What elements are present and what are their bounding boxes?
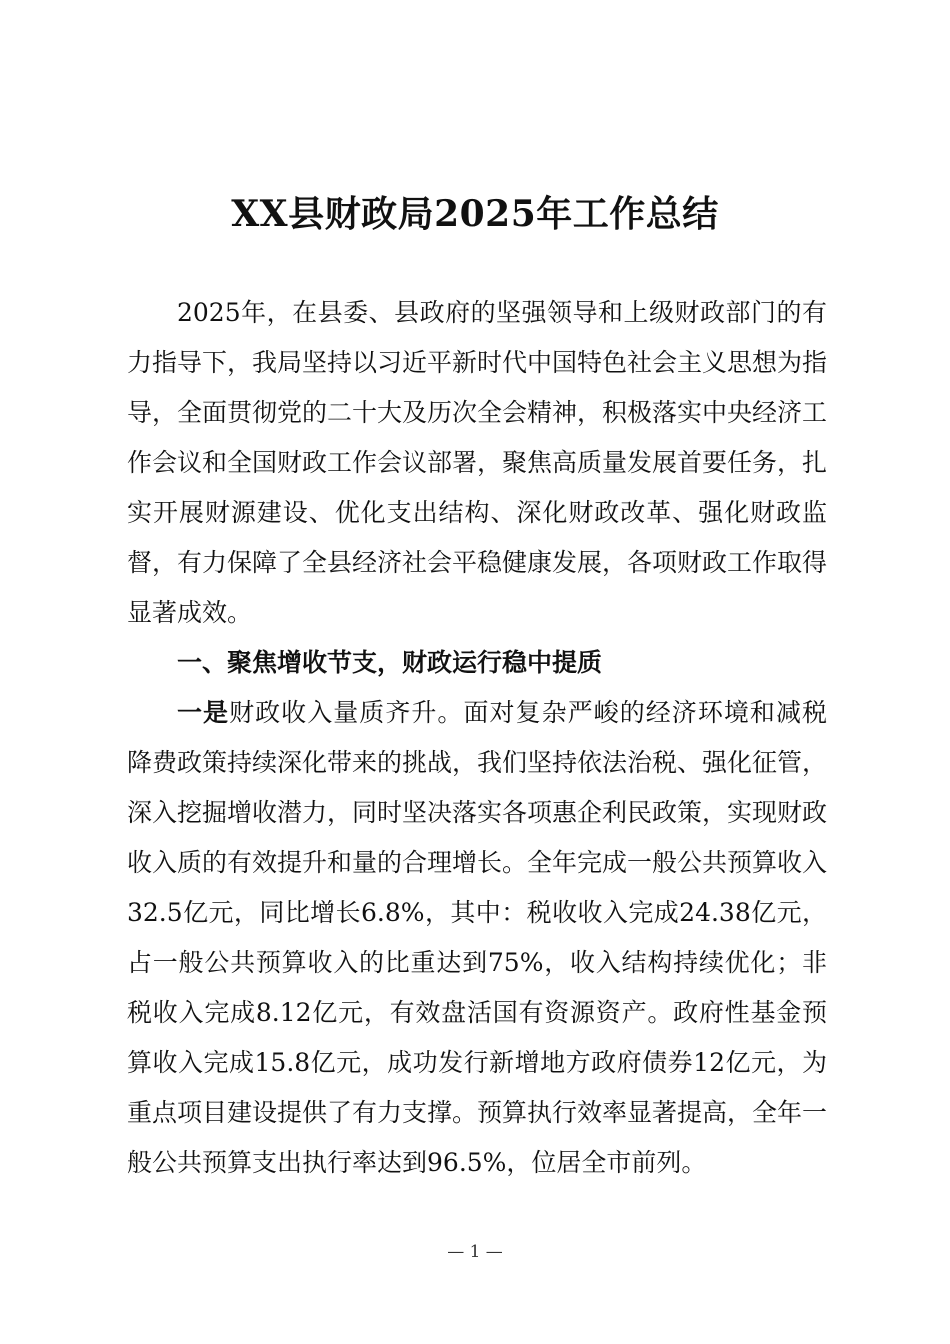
- document-body: [127, 288, 827, 1188]
- paragraph-lead: 一是: [177, 698, 230, 727]
- section-paragraph: [127, 688, 827, 1188]
- document-title: XX县财政局2025年工作总结: [231, 193, 719, 235]
- page-number: — 1 —: [447, 1242, 503, 1262]
- paragraph-text: 财政收入量质齐升。面对复杂严峻的经济环境和减税降费政策持续深化带来的挑战，我们坚持依法治税、强化征管，深入挖掘增收潜力，同时坚决落实各项惠企利民政策，实现财政收入质的有效提升和量的合理增长。全年完成一般公共预算收入32.5亿元，同比增长6.8%，其中：税收收入完成24.38亿元，占一般公共预算收入的比重达到75%，收入结构持续优化；非税收入完成8.12亿元，有效盘活国有资源资产。政府性基金预算收入完成15.8亿元，成功发行新增地方政府债券12亿元，为重点项目建设提供了有力支撑。预算执行效率显著提高，全年一般公共预算支出执行率达到96.5%，位居全市前列。: [127, 698, 828, 1177]
- section-heading: 一、聚焦增收节支，财政运行稳中提质: [177, 648, 603, 677]
- intro-paragraph: 2025年，在县委、县政府的坚强领导和上级财政部门的有力指导下，我局坚持以习近平新时代中国特色社会主义思想为指导，全面贯彻党的二十大及历次全会精神，积极落实中央经济工作会议和全国财政工作会议部署，聚焦高质量发展首要任务，扎实开展财源建设、优化支出结构、深化财政改革、强化财政监督，有力保障了全县经济社会平稳健康发展，各项财政工作取得显著成效。: [127, 298, 828, 627]
